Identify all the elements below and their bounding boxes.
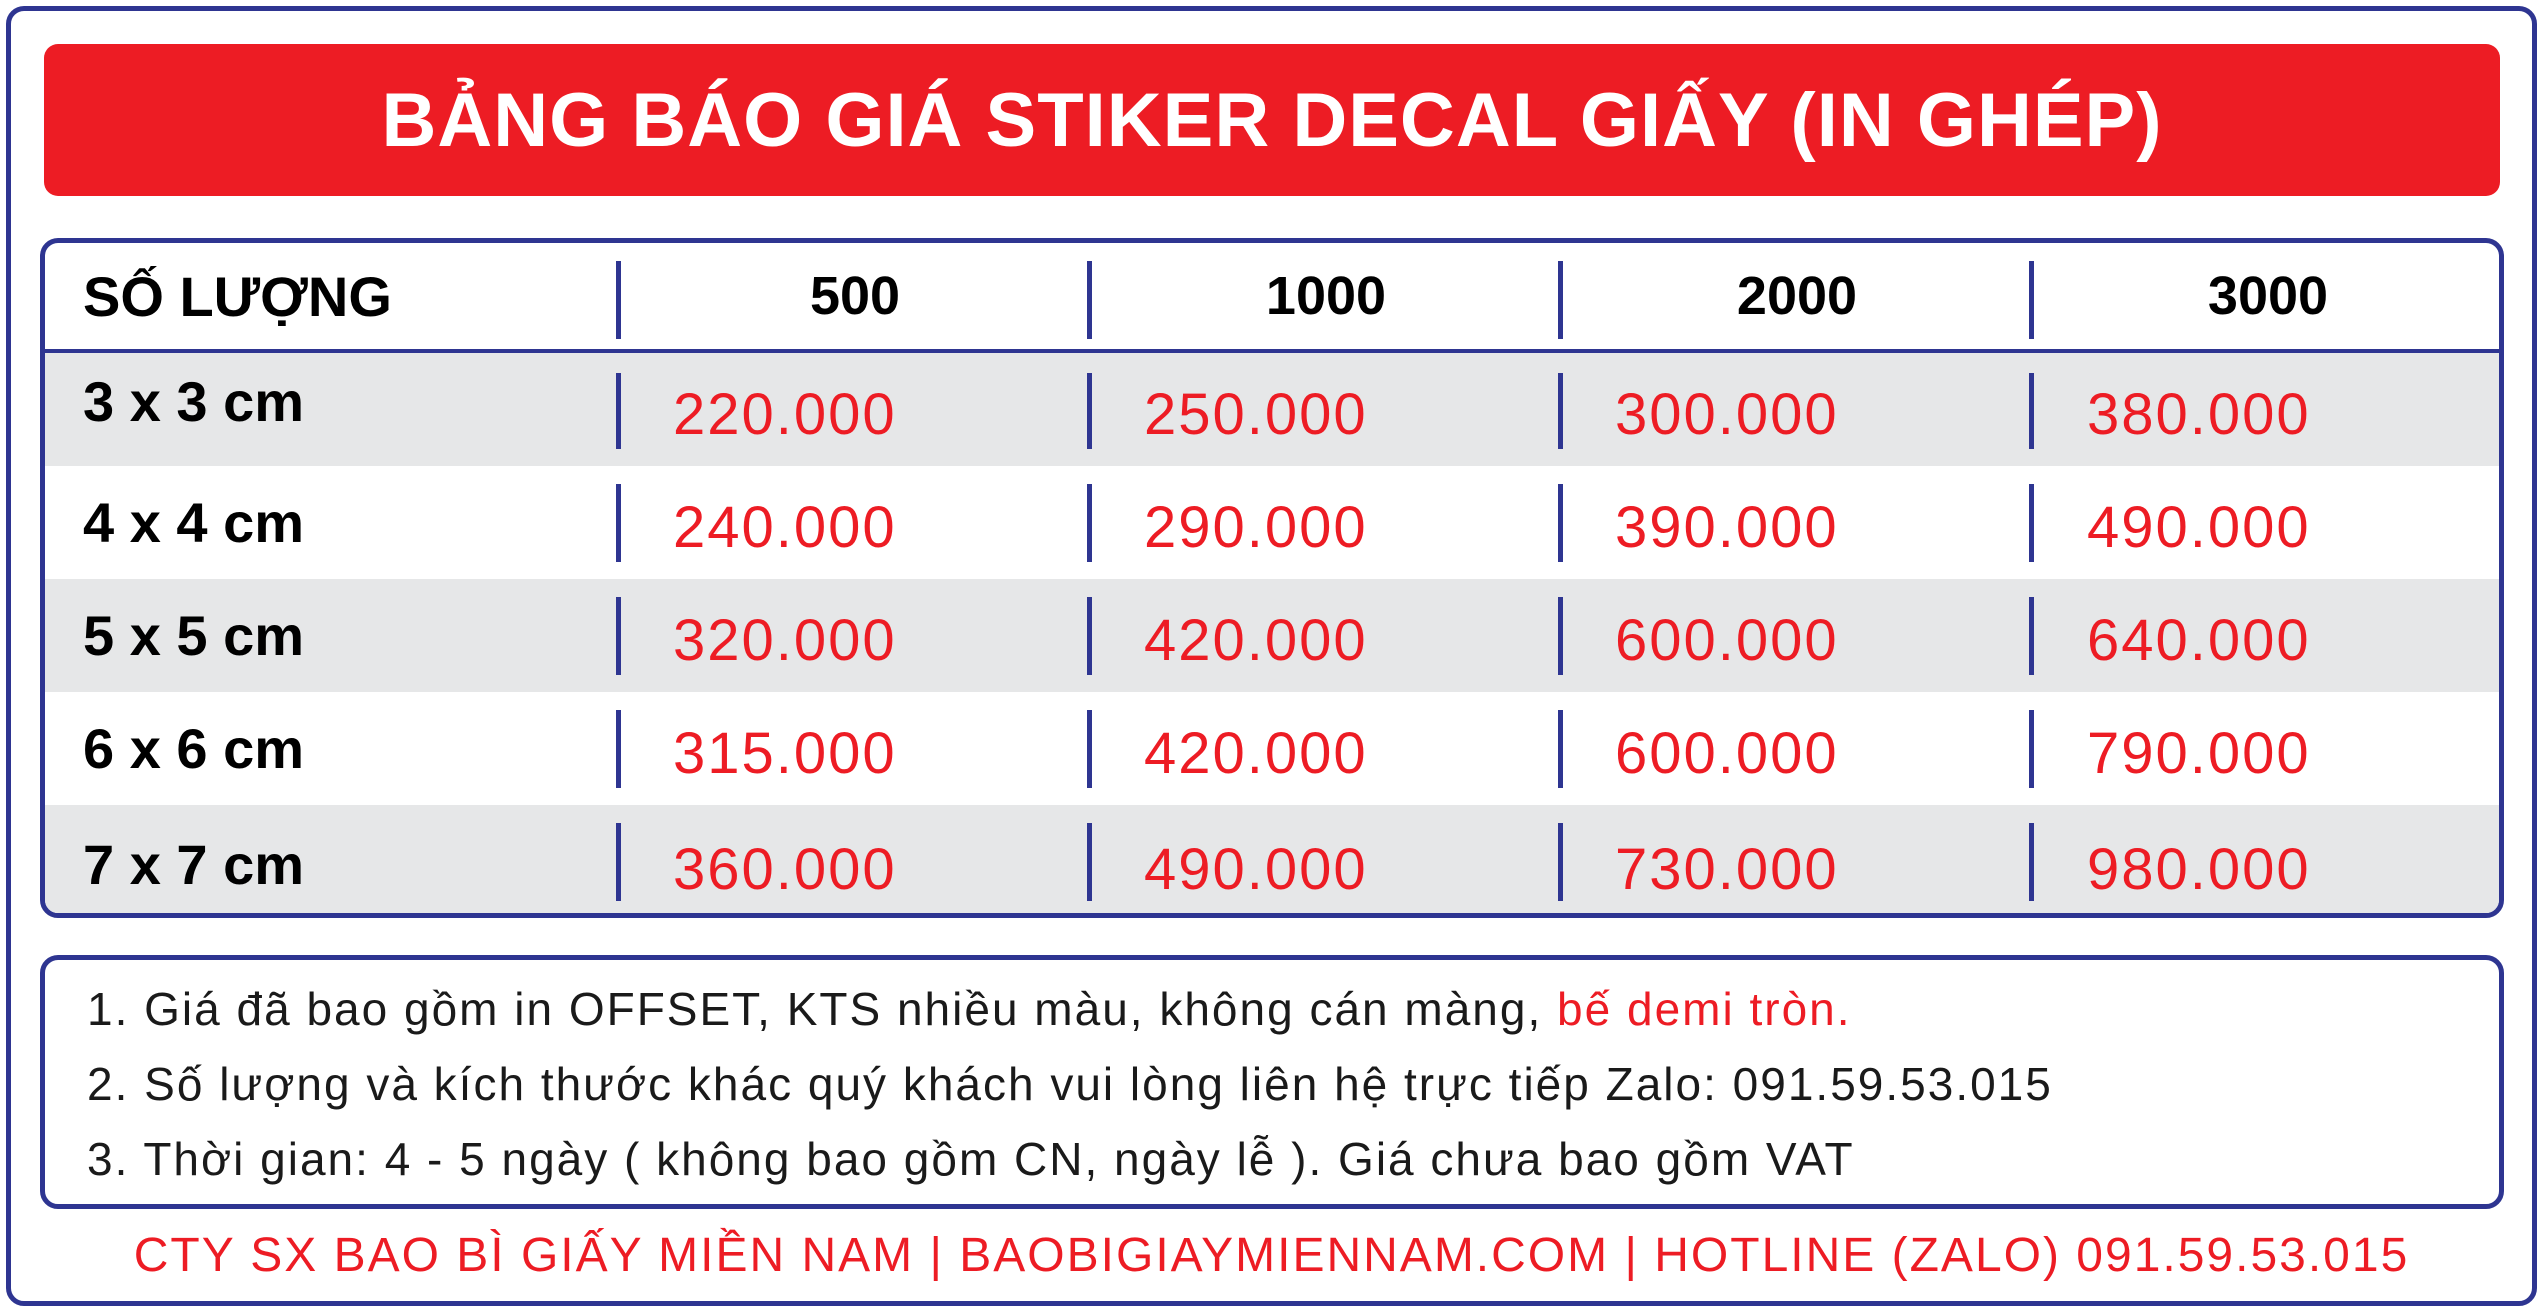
footer-contact: CTY SX BAO BÌ GIẤY MIỀN NAM | BAOBIGIAYMIENNAM.COM | HOTLINE (ZALO) 091.59.53.015 xyxy=(133,1229,2410,1282)
price-cell: 730.000 xyxy=(1615,836,1839,902)
note-line-2: 2. Số lượng và kích thước khác quý khách vui lòng liên hệ trực tiếp Zalo: 091.59.53.015 xyxy=(87,1058,2053,1110)
column-divider xyxy=(2029,710,2034,788)
price-cell: 600.000 xyxy=(1615,608,1839,673)
quantity-header-500: 500 xyxy=(809,266,901,326)
size-label: 4 x 4 cm xyxy=(83,491,305,554)
quantity-header-2000: 2000 xyxy=(1736,266,1858,326)
column-divider xyxy=(1558,484,1563,562)
note-line-3: 3. Thời gian: 4 - 5 ngày ( không bao gồm CN, ngày lễ ). Giá chưa bao gồm VAT xyxy=(87,1133,1855,1185)
table-row xyxy=(45,466,2499,579)
price-cell: 490.000 xyxy=(2087,495,2311,560)
table-row xyxy=(45,579,2499,692)
price-cell: 390.000 xyxy=(1615,495,1839,560)
price-cell: 360.000 xyxy=(673,836,897,902)
column-divider xyxy=(2029,484,2034,562)
price-cell: 490.000 xyxy=(1144,836,1368,902)
size-label: 5 x 5 cm xyxy=(83,604,305,667)
column-divider xyxy=(1087,261,1092,339)
note-line-1 xyxy=(87,982,1852,1036)
size-label: 6 x 6 cm xyxy=(83,717,305,780)
note-line-1-highlight: bế demi tròn. xyxy=(1557,983,1852,1035)
column-divider xyxy=(2029,597,2034,675)
price-cell: 240.000 xyxy=(673,495,897,560)
column-divider xyxy=(616,373,621,449)
price-cell: 250.000 xyxy=(1144,382,1368,447)
page-title: BẢNG BÁO GIÁ STIKER DECAL GIẤY (IN GHÉP) xyxy=(381,77,2163,163)
column-divider xyxy=(2029,823,2034,901)
quantity-header-label: SỐ LƯỢNG xyxy=(83,264,392,328)
note-line-1-text: 1. Giá đã bao gồm in OFFSET, KTS nhiều màu, không cán màng, xyxy=(87,983,1558,1035)
price-cell: 300.000 xyxy=(1615,382,1839,447)
price-cell: 420.000 xyxy=(1144,608,1368,673)
price-cell: 315.000 xyxy=(673,721,897,786)
column-divider xyxy=(1087,597,1092,675)
table-row xyxy=(45,692,2499,805)
notes-box xyxy=(40,955,2504,1209)
column-divider xyxy=(1558,823,1563,901)
column-divider xyxy=(616,484,621,562)
column-divider xyxy=(616,597,621,675)
column-divider xyxy=(1087,373,1092,449)
price-cell: 220.000 xyxy=(673,382,897,447)
quantity-header-1000: 1000 xyxy=(1265,266,1387,326)
price-cell: 980.000 xyxy=(2087,836,2311,902)
size-label: 3 x 3 cm xyxy=(83,370,305,433)
column-divider xyxy=(616,823,621,901)
column-divider xyxy=(2029,373,2034,449)
column-divider xyxy=(616,710,621,788)
price-cell: 320.000 xyxy=(673,608,897,673)
price-cell: 600.000 xyxy=(1615,721,1839,786)
price-table xyxy=(40,238,2504,918)
table-row xyxy=(45,805,2499,918)
price-cell: 640.000 xyxy=(2087,608,2311,673)
table-header-row xyxy=(45,243,2499,353)
column-divider xyxy=(1087,823,1092,901)
column-divider xyxy=(2029,261,2034,339)
price-cell: 380.000 xyxy=(2087,382,2311,447)
column-divider xyxy=(1087,484,1092,562)
title-banner xyxy=(44,44,2500,196)
column-divider xyxy=(1558,710,1563,788)
column-divider xyxy=(1558,597,1563,675)
column-divider xyxy=(1558,373,1563,449)
size-label: 7 x 7 cm xyxy=(83,832,305,896)
column-divider xyxy=(1558,261,1563,339)
price-cell: 790.000 xyxy=(2087,721,2311,786)
table-row xyxy=(45,353,2499,466)
price-cell: 290.000 xyxy=(1144,495,1368,560)
price-cell: 420.000 xyxy=(1144,721,1368,786)
quantity-header-3000: 3000 xyxy=(2207,266,2329,326)
column-divider xyxy=(1087,710,1092,788)
column-divider xyxy=(616,261,621,339)
